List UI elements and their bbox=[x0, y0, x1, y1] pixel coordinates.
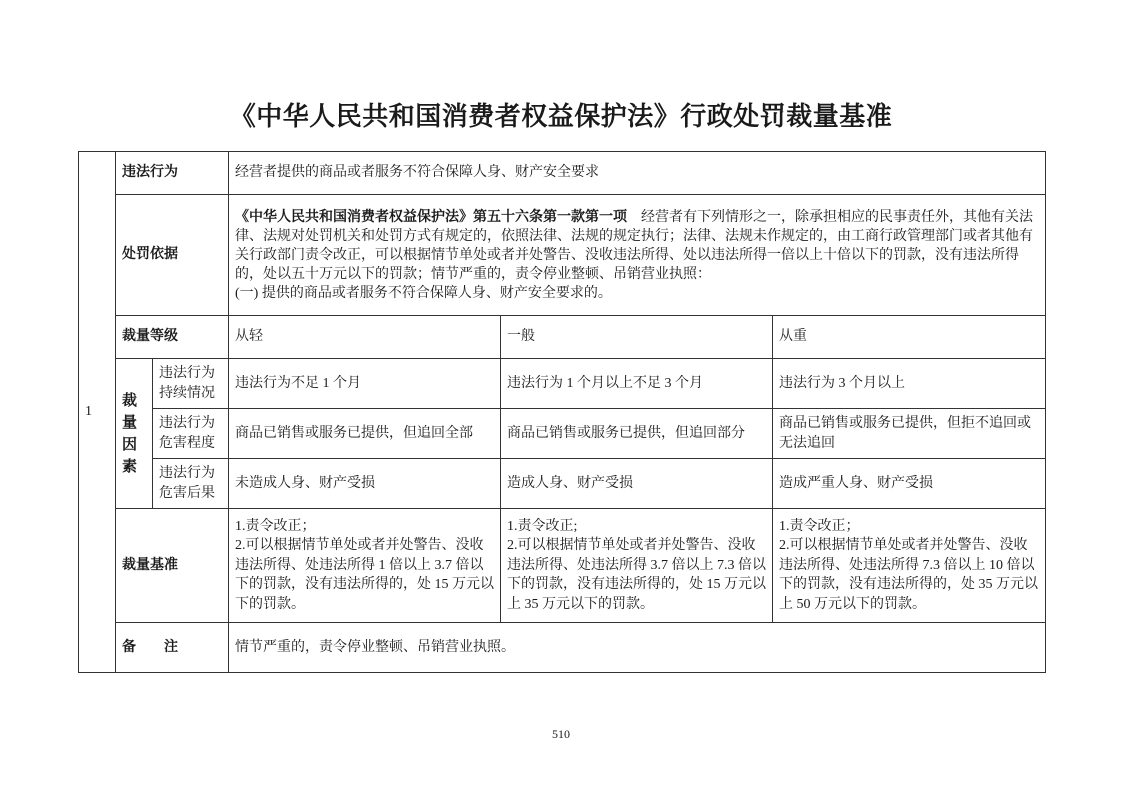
violation-value: 经营者提供的商品或者服务不符合保障人身、财产安全要求 bbox=[229, 152, 1046, 195]
standard-line: 1.责令改正； bbox=[779, 518, 860, 534]
violation-label: 违法行为 bbox=[116, 152, 229, 195]
row-levels bbox=[79, 316, 1046, 359]
penalty-standard-table bbox=[78, 151, 1046, 673]
factor-label: 违法行为危害后果 bbox=[153, 459, 229, 509]
row-basis bbox=[79, 195, 1046, 316]
standard-general bbox=[501, 509, 773, 623]
page-number: 510 bbox=[552, 727, 570, 741]
factor-label: 违法行为危害程度 bbox=[153, 409, 229, 459]
standard-line: 2.可以根据情节单处或者并处警告、没收违法所得、处违法所得 1 倍以上 3.7 倍以下的罚款，没有违法所得的，处 15 万元以下的罚款。 bbox=[235, 538, 494, 612]
standards-label: 裁量基准 bbox=[116, 509, 229, 623]
factor-value: 违法行为 3 个月以上 bbox=[773, 359, 1046, 409]
row-factor-harm-result bbox=[79, 459, 1046, 509]
factor-value: 商品已销售或服务已提供，但追回全部 bbox=[229, 409, 501, 459]
standard-severe bbox=[773, 509, 1046, 623]
remarks-label bbox=[116, 623, 229, 673]
row-violation bbox=[79, 152, 1046, 195]
level-severe: 从重 bbox=[773, 316, 1046, 359]
factor-value: 违法行为 1 个月以上不足 3 个月 bbox=[501, 359, 773, 409]
remarks-label-text: 备注 bbox=[122, 639, 206, 655]
row-remarks bbox=[79, 623, 1046, 673]
basis-content bbox=[229, 195, 1046, 316]
factor-value: 违法行为不足 1 个月 bbox=[229, 359, 501, 409]
levels-label: 裁量等级 bbox=[116, 316, 229, 359]
factor-value: 造成严重人身、财产受损 bbox=[773, 459, 1046, 509]
factors-label-text: 裁量因素 bbox=[122, 392, 138, 475]
document-title: 《中华人民共和国消费者权益保护法》行政处罚裁量基准 bbox=[229, 102, 893, 131]
basis-text: 经营者有下列情形之一，除承担相应的民事责任外，其他有关法律、法规对处罚机关和处罚方式有规定的，依照法律、法规的规定执行；法律、法规未作规定的，由工商行政管理部门或者其他有关行政部门责令改正，可以根据情节单处或者并处警告、没收违法所得、处以违法所得一倍以上十倍以下的罚款，没有违法所得的，处以五十万元以下的罚款；情节严重的，责令停业整顿、吊销营业执照： bbox=[235, 209, 1033, 282]
standard-line: 1.责令改正; bbox=[507, 518, 578, 534]
standard-light bbox=[229, 509, 501, 623]
factor-value: 商品已销售或服务已提供，但追回部分 bbox=[501, 409, 773, 459]
row-factor-duration bbox=[79, 359, 1046, 409]
factor-label: 违法行为持续情况 bbox=[153, 359, 229, 409]
row-index: 1 bbox=[79, 152, 116, 673]
row-factor-harm-degree bbox=[79, 409, 1046, 459]
factor-value: 商品已销售或服务已提供，但拒不追回或无法追回 bbox=[773, 409, 1046, 459]
basis-citation: 《中华人民共和国消费者权益保护法》第五十六条第一款第一项 bbox=[235, 209, 627, 225]
standard-line: 1.责令改正； bbox=[235, 518, 316, 534]
standard-line: 2.可以根据情节单处或者并处警告、没收违法所得、处违法所得 3.7 倍以上 7.3 倍以下的罚款，没有违法所得的，处 15 万元以上 35 万元以下的罚款。 bbox=[507, 538, 766, 612]
basis-label: 处罚依据 bbox=[116, 195, 229, 316]
standard-line: 2.可以根据情节单处或者并处警告、没收违法所得、处违法所得 7.3 倍以上 10 倍以下的罚款，没有违法所得的，处 35 万元以上 50 万元以下的罚款。 bbox=[779, 538, 1038, 612]
basis-item: (一) 提供的商品或者服务不符合保障人身、财产安全要求的。 bbox=[235, 285, 612, 301]
level-light: 从轻 bbox=[229, 316, 501, 359]
remarks-value: 情节严重的，责令停业整顿、吊销营业执照。 bbox=[229, 623, 1046, 673]
factor-value: 未造成人身、财产受损 bbox=[229, 459, 501, 509]
row-standards bbox=[79, 509, 1046, 623]
level-general: 一般 bbox=[501, 316, 773, 359]
factors-label bbox=[116, 359, 153, 509]
factor-value: 造成人身、财产受损 bbox=[501, 459, 773, 509]
